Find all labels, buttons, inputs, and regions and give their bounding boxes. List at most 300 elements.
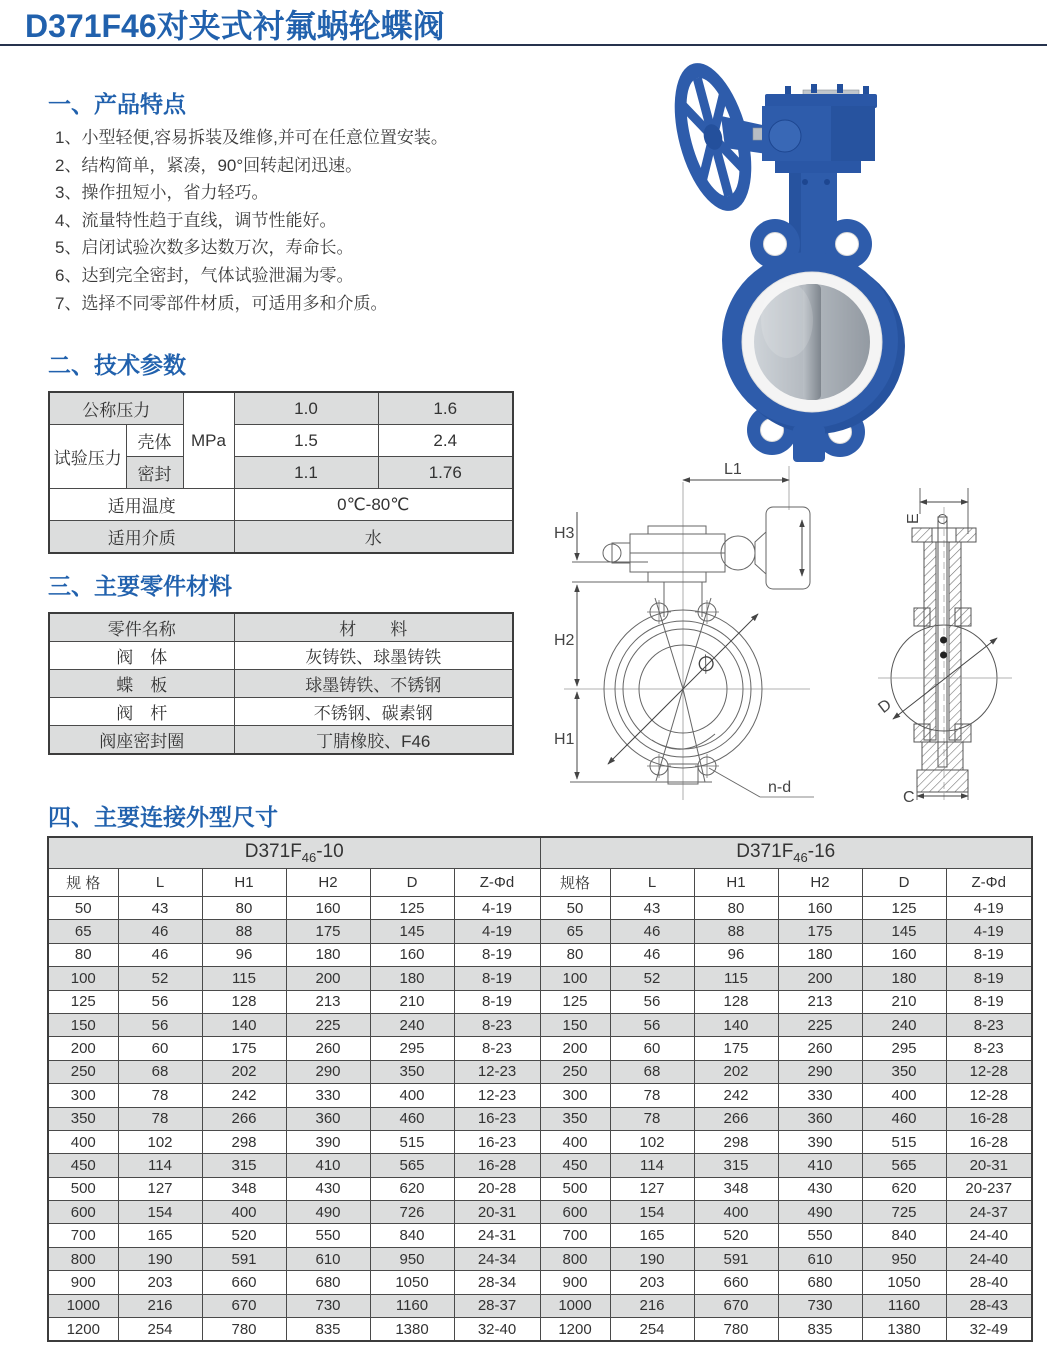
dimension-cell: 410: [778, 1154, 862, 1177]
dimension-cell: 520: [694, 1224, 778, 1247]
dimension-cell: 315: [694, 1154, 778, 1177]
dimension-cell: 160: [778, 897, 862, 920]
shell-value: 1.5: [234, 425, 378, 457]
dimension-cell: 660: [202, 1271, 286, 1294]
dimension-cell: 4-19: [454, 897, 540, 920]
dimension-cell: 20-31: [454, 1201, 540, 1224]
dimension-cell: 295: [862, 1037, 946, 1060]
dimension-cell: 515: [370, 1130, 454, 1153]
table-cell: 阀 体: [49, 642, 234, 670]
table-cell: 球墨铸铁、不锈钢: [234, 670, 513, 698]
dimension-cell: 80: [540, 943, 610, 966]
dimension-cell: 565: [370, 1154, 454, 1177]
dim-label-h3: H3: [554, 525, 575, 542]
dimension-cell: 254: [610, 1318, 694, 1342]
dimension-cell: 680: [778, 1271, 862, 1294]
column-header: Z-Φd: [454, 869, 540, 897]
dimension-cell: 500: [48, 1177, 118, 1200]
dimension-cell: 46: [610, 943, 694, 966]
table-cell: 阀 杆: [49, 698, 234, 726]
dimension-cell: 8-23: [946, 1013, 1032, 1036]
dim-label-d: D: [875, 696, 895, 717]
tech-params-table: [48, 391, 514, 554]
dimension-cell: 266: [694, 1107, 778, 1130]
dimension-cell: 8-19: [454, 967, 540, 990]
dimension-cell: 88: [202, 920, 286, 943]
gearbox: [762, 84, 877, 173]
dimension-row: [48, 1013, 1032, 1036]
dimension-cell: 250: [540, 1060, 610, 1083]
dimension-row: [48, 1037, 1032, 1060]
dimension-cell: 12-23: [454, 1084, 540, 1107]
dimension-cell: 203: [118, 1271, 202, 1294]
dimension-cell: 8-23: [946, 1037, 1032, 1060]
dimension-cell: 290: [778, 1060, 862, 1083]
dimension-cell: 4-19: [946, 897, 1032, 920]
dimension-cell: 154: [118, 1201, 202, 1224]
table-cell: 灰铸铁、球墨铸铁: [234, 642, 513, 670]
dimension-cell: 620: [862, 1177, 946, 1200]
dimension-cell: 8-23: [454, 1037, 540, 1060]
dimension-cell: 835: [778, 1318, 862, 1342]
dimension-cell: 127: [610, 1177, 694, 1200]
table-cell: 不锈钢、碳素钢: [234, 698, 513, 726]
dimension-cell: 16-23: [454, 1130, 540, 1153]
dimension-cell: 490: [778, 1201, 862, 1224]
dimension-cell: 400: [862, 1084, 946, 1107]
dimension-cell: 16-28: [946, 1107, 1032, 1130]
dimension-cell: 80: [48, 943, 118, 966]
dimension-cell: 24-40: [946, 1247, 1032, 1270]
dimension-cell: 145: [862, 920, 946, 943]
dimension-cell: 1380: [370, 1318, 454, 1342]
dimension-cell: 660: [694, 1271, 778, 1294]
dimension-cell: 700: [540, 1224, 610, 1247]
dimension-cell: 348: [694, 1177, 778, 1200]
dimension-row: [48, 1294, 1032, 1317]
dimension-cell: 32-49: [946, 1318, 1032, 1342]
dimension-cell: 400: [202, 1201, 286, 1224]
dimension-cell: 254: [118, 1318, 202, 1342]
dimension-cell: 260: [778, 1037, 862, 1060]
model-prefix: D371F: [736, 841, 794, 863]
dimension-cell: 100: [540, 967, 610, 990]
dimension-cell: 28-37: [454, 1294, 540, 1317]
dimension-cell: 730: [286, 1294, 370, 1317]
table-header-row: [49, 613, 513, 642]
dimension-cell: 840: [862, 1224, 946, 1247]
dimension-row: [48, 1084, 1032, 1107]
column-header: L: [610, 869, 694, 897]
dimension-cell: 390: [286, 1130, 370, 1153]
dimension-cell: 160: [286, 897, 370, 920]
dim-label-h1: H1: [554, 731, 575, 748]
dimension-cell: 300: [48, 1084, 118, 1107]
dimension-cell: 12-28: [946, 1084, 1032, 1107]
dimension-cell: 180: [370, 967, 454, 990]
dimension-cell: 20-31: [946, 1154, 1032, 1177]
dimension-cell: 490: [286, 1201, 370, 1224]
dimension-cell: 250: [48, 1060, 118, 1083]
dimension-cell: 550: [778, 1224, 862, 1247]
tech-params-heading: 二、技术参数: [48, 352, 186, 378]
dimension-cell: 295: [370, 1037, 454, 1060]
dimension-cell: 520: [202, 1224, 286, 1247]
dimension-cell: 200: [48, 1037, 118, 1060]
model-suffix: -10: [316, 841, 344, 863]
column-header: L: [118, 869, 202, 897]
dimension-cell: 290: [286, 1060, 370, 1083]
dimension-cell: 12-23: [454, 1060, 540, 1083]
dimension-cell: 52: [610, 967, 694, 990]
dimension-cell: 700: [48, 1224, 118, 1247]
section-view-drawing: [860, 462, 1045, 807]
table-cell: 蝶 板: [49, 670, 234, 698]
dim-label-phi: ∅: [692, 649, 722, 680]
dimension-cell: 202: [694, 1060, 778, 1083]
dimension-cell: 28-34: [454, 1271, 540, 1294]
dimension-cell: 400: [694, 1201, 778, 1224]
dimension-cell: 52: [118, 967, 202, 990]
dimension-cell: 140: [694, 1013, 778, 1036]
dimension-cell: 725: [862, 1201, 946, 1224]
column-header: 规 格: [48, 869, 118, 897]
column-header: 材 料: [234, 613, 513, 642]
disc-highlight: [761, 282, 813, 358]
dimension-cell: 350: [540, 1107, 610, 1130]
dimension-cell: 315: [202, 1154, 286, 1177]
dimension-cell: 610: [778, 1247, 862, 1270]
dimension-cell: 360: [286, 1107, 370, 1130]
dimension-cell: 28-40: [946, 1271, 1032, 1294]
dimension-cell: 154: [610, 1201, 694, 1224]
dimension-cell: 242: [694, 1084, 778, 1107]
page-title: D371F46对夹式衬氟蜗轮蝶阀: [25, 8, 445, 44]
shell-value: 2.4: [378, 425, 513, 457]
dimension-row: [48, 1177, 1032, 1200]
dimension-cell: 80: [694, 897, 778, 920]
dimension-cell: 950: [370, 1247, 454, 1270]
dimension-cell: 46: [118, 943, 202, 966]
column-header: H2: [778, 869, 862, 897]
dimension-cell: 1050: [862, 1271, 946, 1294]
dimension-cell: 165: [118, 1224, 202, 1247]
dimension-cell: 500: [540, 1177, 610, 1200]
dimension-cell: 128: [694, 990, 778, 1013]
valve-product-photo: [635, 48, 975, 468]
dimension-cell: 165: [610, 1224, 694, 1247]
dimension-cell: 242: [202, 1084, 286, 1107]
dimension-cell: 200: [540, 1037, 610, 1060]
materials-table-body: [49, 642, 513, 755]
dimension-cell: 8-19: [946, 990, 1032, 1013]
model-name: [48, 837, 540, 869]
dimension-cell: 410: [286, 1154, 370, 1177]
dimension-cell: 400: [370, 1084, 454, 1107]
dimension-cell: 43: [610, 897, 694, 920]
dimension-cell: 213: [286, 990, 370, 1013]
dimension-row: [48, 897, 1032, 920]
dimension-cell: 348: [202, 1177, 286, 1200]
dimension-cell: 210: [370, 990, 454, 1013]
column-header: 规格: [540, 869, 610, 897]
dimension-cell: 43: [118, 897, 202, 920]
temperature-label: 适用温度: [49, 489, 234, 521]
model-subscript: 46: [793, 849, 808, 865]
dimension-cell: 78: [610, 1084, 694, 1107]
dimension-cell: 216: [118, 1294, 202, 1317]
dimension-cell: 180: [286, 943, 370, 966]
dimension-cell: 150: [48, 1013, 118, 1036]
column-header: 零件名称: [49, 613, 234, 642]
dimension-cell: 32-40: [454, 1318, 540, 1342]
dimension-cell: 24-34: [454, 1247, 540, 1270]
dimension-cell: 225: [286, 1013, 370, 1036]
dimension-cell: 1050: [370, 1271, 454, 1294]
nominal-pressure-label: 公称压力: [49, 392, 183, 425]
dimension-cell: 60: [610, 1037, 694, 1060]
dimension-row: [48, 1130, 1032, 1153]
dimension-cell: 125: [370, 897, 454, 920]
nominal-pressure-value: 1.6: [378, 392, 513, 425]
dimension-cell: 114: [610, 1154, 694, 1177]
dimension-cell: 78: [118, 1084, 202, 1107]
dimension-cell: 450: [540, 1154, 610, 1177]
dimension-cell: 115: [202, 967, 286, 990]
dimension-cell: 96: [202, 943, 286, 966]
dimension-cell: 56: [610, 1013, 694, 1036]
dimension-cell: 670: [202, 1294, 286, 1317]
dimension-cell: 240: [862, 1013, 946, 1036]
dimension-cell: 180: [862, 967, 946, 990]
dimensions-heading: 四、主要连接外型尺寸: [48, 804, 278, 830]
dimension-cell: 202: [202, 1060, 286, 1083]
dimension-cell: 24-37: [946, 1201, 1032, 1224]
dimension-cell: 600: [48, 1201, 118, 1224]
dimension-cell: 400: [540, 1130, 610, 1153]
dimension-cell: 216: [610, 1294, 694, 1317]
dimension-cell: 298: [202, 1130, 286, 1153]
dimension-cell: 266: [202, 1107, 286, 1130]
nominal-pressure-value: 1.0: [234, 392, 378, 425]
shell-label: 壳体: [126, 425, 183, 457]
dimension-cell: 515: [862, 1130, 946, 1153]
dimension-cell: 400: [48, 1130, 118, 1153]
dimension-cell: 298: [694, 1130, 778, 1153]
dimension-cell: 68: [610, 1060, 694, 1083]
dimension-cell: 102: [610, 1130, 694, 1153]
table-row: [49, 698, 513, 726]
dimension-cell: 150: [540, 1013, 610, 1036]
table-cell: 阀座密封圈: [49, 726, 234, 755]
temperature-value: 0℃-80℃: [234, 489, 513, 521]
dimension-cell: 200: [286, 967, 370, 990]
dimension-cell: 50: [48, 897, 118, 920]
model-name: [540, 837, 1032, 869]
dimension-cell: 350: [370, 1060, 454, 1083]
column-header: H1: [202, 869, 286, 897]
dimension-cell: 450: [48, 1154, 118, 1177]
dimension-cell: 78: [610, 1107, 694, 1130]
dimension-cell: 160: [370, 943, 454, 966]
dimension-cell: 88: [694, 920, 778, 943]
dimension-cell: 115: [694, 967, 778, 990]
dimension-cell: 24-40: [946, 1224, 1032, 1247]
table-row: [49, 670, 513, 698]
dimension-cell: 175: [202, 1037, 286, 1060]
table-row: [49, 726, 513, 755]
dimension-cell: 591: [202, 1247, 286, 1270]
dimensions-table-body: [48, 897, 1032, 1342]
column-header: H1: [694, 869, 778, 897]
dimension-cell: 4-19: [946, 920, 1032, 943]
dimension-cell: 260: [286, 1037, 370, 1060]
dimensions-table: [47, 836, 1033, 1342]
dimension-row: [48, 1247, 1032, 1270]
title-rule: [0, 44, 1047, 46]
seal-value: 1.1: [234, 457, 378, 489]
table-row: [49, 425, 513, 457]
dimension-cell: 610: [286, 1247, 370, 1270]
dimension-row: [48, 1318, 1032, 1342]
dimension-cell: 835: [286, 1318, 370, 1342]
dim-label-e: E: [905, 513, 922, 524]
model-prefix: D371F: [244, 841, 302, 863]
dimension-row: [48, 1060, 1032, 1083]
dimension-cell: 190: [610, 1247, 694, 1270]
dimension-cell: 56: [118, 1013, 202, 1036]
dimension-cell: 550: [286, 1224, 370, 1247]
dimension-cell: 24-31: [454, 1224, 540, 1247]
dimension-row: [48, 943, 1032, 966]
dimension-cell: 1160: [370, 1294, 454, 1317]
table-cell: 丁腈橡胶、F46: [234, 726, 513, 755]
column-header: Z-Φd: [946, 869, 1032, 897]
dimension-cell: 56: [118, 990, 202, 1013]
dimension-cell: 140: [202, 1013, 286, 1036]
dimension-cell: 60: [118, 1037, 202, 1060]
dimension-cell: 1200: [48, 1318, 118, 1342]
dimension-cell: 330: [286, 1084, 370, 1107]
table-row: [49, 642, 513, 670]
dimension-cell: 1000: [540, 1294, 610, 1317]
dimension-cell: 1380: [862, 1318, 946, 1342]
features-list: [55, 124, 448, 317]
dimension-cell: 430: [286, 1177, 370, 1200]
dimension-cell: 200: [778, 967, 862, 990]
dimension-cell: 20-237: [946, 1177, 1032, 1200]
dimension-cell: 68: [118, 1060, 202, 1083]
dimension-cell: 102: [118, 1130, 202, 1153]
dimension-cell: 16-28: [454, 1154, 540, 1177]
features-heading: 一、产品特点: [48, 91, 186, 117]
seal-value: 1.76: [378, 457, 513, 489]
pressure-unit: MPa: [183, 392, 234, 489]
dimension-cell: 145: [370, 920, 454, 943]
feature-item: 1、小型轻便,容易拆装及维修,并可在任意位置安装。: [55, 128, 448, 147]
dimension-cell: 565: [862, 1154, 946, 1177]
dimension-cell: 175: [778, 920, 862, 943]
dimension-cell: 8-19: [454, 990, 540, 1013]
table-row: [49, 489, 513, 521]
dim-label-h2: H2: [554, 632, 575, 649]
dimension-cell: 680: [286, 1271, 370, 1294]
dimension-cell: 213: [778, 990, 862, 1013]
dimension-cell: 900: [540, 1271, 610, 1294]
dimension-cell: 175: [694, 1037, 778, 1060]
dimension-cell: 800: [540, 1247, 610, 1270]
dimension-cell: 360: [778, 1107, 862, 1130]
dimension-cell: 620: [370, 1177, 454, 1200]
dimension-cell: 125: [540, 990, 610, 1013]
dimension-cell: 600: [540, 1201, 610, 1224]
dimension-cell: 20-28: [454, 1177, 540, 1200]
dimension-cell: 56: [610, 990, 694, 1013]
dimension-cell: 160: [862, 943, 946, 966]
materials-heading: 三、主要零件材料: [48, 573, 232, 599]
front-view-drawing: [552, 452, 852, 807]
dimension-cell: 125: [48, 990, 118, 1013]
dimension-cell: 8-19: [946, 967, 1032, 990]
dimension-cell: 16-28: [946, 1130, 1032, 1153]
dimension-cell: 78: [118, 1107, 202, 1130]
dimension-cell: 8-19: [454, 943, 540, 966]
medium-label: 适用介质: [49, 521, 234, 554]
materials-table: [48, 612, 514, 755]
feature-item: 6、达到完全密封，气体试验泄漏为零。: [55, 265, 354, 285]
dimension-cell: 46: [118, 920, 202, 943]
dimension-cell: 1160: [862, 1294, 946, 1317]
dimension-cell: 8-19: [946, 943, 1032, 966]
dimension-cell: 726: [370, 1201, 454, 1224]
dimension-cell: 240: [370, 1013, 454, 1036]
dimension-cell: 127: [118, 1177, 202, 1200]
dimension-cell: 300: [540, 1084, 610, 1107]
dimension-cell: 350: [48, 1107, 118, 1130]
dimension-cell: 28-43: [946, 1294, 1032, 1317]
dimension-cell: 900: [48, 1271, 118, 1294]
dimension-cell: 950: [862, 1247, 946, 1270]
table-row: [49, 392, 513, 425]
dimension-cell: 350: [862, 1060, 946, 1083]
dimension-cell: 4-19: [454, 920, 540, 943]
dimension-cell: 840: [370, 1224, 454, 1247]
dimension-row: [48, 990, 1032, 1013]
dimension-cell: 225: [778, 1013, 862, 1036]
dimension-cell: 114: [118, 1154, 202, 1177]
model-subscript: 46: [301, 849, 317, 865]
dimension-cell: 390: [778, 1130, 862, 1153]
column-header: D: [862, 869, 946, 897]
dimension-row: [48, 967, 1032, 990]
dimension-cell: 80: [202, 897, 286, 920]
column-header: H2: [286, 869, 370, 897]
dimension-row: [48, 920, 1032, 943]
model-suffix: -16: [807, 841, 836, 863]
dimension-cell: 8-23: [454, 1013, 540, 1036]
dimension-cell: 330: [778, 1084, 862, 1107]
medium-value: 水: [234, 521, 513, 554]
feature-item: 4、流量特性趋于直线，调节性能好。: [55, 210, 337, 230]
dimension-cell: 100: [48, 967, 118, 990]
dimension-row: [48, 1201, 1032, 1224]
dimension-cell: 65: [540, 920, 610, 943]
dimension-row: [48, 1154, 1032, 1177]
feature-item: 5、启闭试验次数多达数万次，寿命长。: [55, 238, 354, 258]
dimension-cell: 1000: [48, 1294, 118, 1317]
dimension-cell: 125: [862, 897, 946, 920]
dimension-row: [48, 1224, 1032, 1247]
